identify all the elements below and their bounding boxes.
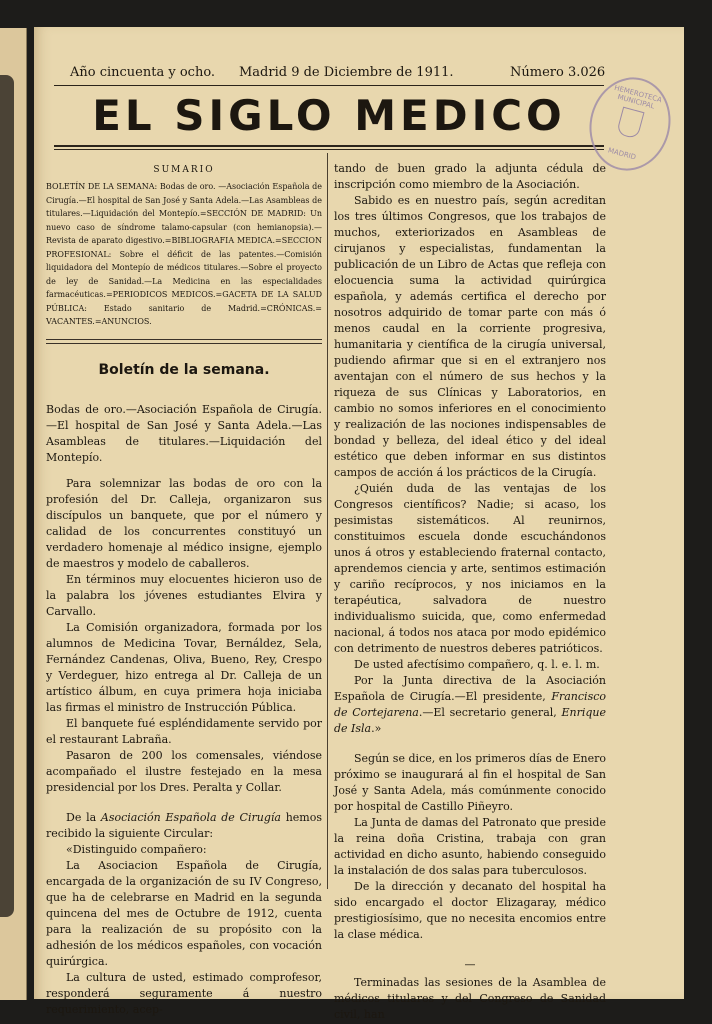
article-paragraph: En términos muy elocuentes hicieron uso de la palabra los jóvenes estudiantes Elvira y Carvallo.	[46, 572, 322, 618]
issue-year: Año cincuenta y ocho.	[70, 65, 216, 80]
text-run: Por la Junta directiva de la Asociación Española de Cirugía.—El presidente,	[334, 674, 606, 703]
president-name: Francisco de Cortejarena	[334, 690, 606, 719]
article-paragraph: La Asociacion Española de Cirugía, encargada de la organización de su IV Congreso, que ha de celebrarse en Madrid en la segunda quincena del mes de Octubre de 1912, cuenta para la realización de su propósito con la adhesión de los médicos españoles, con vocación quirúrgica.	[46, 858, 322, 968]
secretary-name: Enrique de Isla	[334, 706, 606, 735]
stamp-bottom-text: MADRID	[607, 146, 637, 162]
article-paragraph: El banquete fué espléndidamente servido por el restaurant Labraña.	[46, 716, 322, 746]
summary-heading: SUMARIO	[153, 165, 215, 175]
text-run: .—El secretario general,	[418, 706, 562, 719]
article-paragraph: La cultura de usted, estimado comprofesor, responderá seguramente á nuestro requerimiento, acep-	[46, 970, 322, 1016]
paragraph-gap	[334, 737, 606, 751]
issue-date: Madrid 9 de Diciembre de 1911.	[239, 65, 454, 80]
summary-text: BOLETÍN DE LA SEMANA: Bodas de oro. —Asociación Española de Cirugía.—El hospital de San José y Santa Adela.—Las Asambleas de titulares.—Liquidación del Montepío.=SECCIÓN DE MADRID: Un nuevo caso de síndrome talamo-capsular (con hemianopsia).—Revista de aparato digestivo.=BIBLIOGRAFIA MEDICA.=SECCION PROFESIONAL: Sobre el déficit de las patentes.—Comisión liquidadora del Montepío de médicos titulares.—Sobre el proyecto de ley de Sanidad.—La Medicina en las especialidades farmacéuticas.=PERIODICOS MEDICOS.=GACETA DE LA SALUD PÚBLICA: Estado sanitario de Madrid.=CRÓNICAS.= VACANTES.=ANUNCIOS.	[46, 182, 322, 326]
paragraph-gap	[46, 796, 322, 810]
text-run: hemos recibido la siguiente Circular:	[46, 810, 322, 840]
section-heading: Boletín de la semana.	[98, 361, 270, 378]
association-name: Asociación Española de Cirugía	[100, 810, 281, 824]
header-rule	[54, 85, 604, 86]
article-paragraph: Para solemnizar las bodas de oro con la profesión del Dr. Calleja, organizaron sus discípulos un banquete, que por el número y calidad de los concurrentes constituyó un verdadero homenaje al médico insigne, ejemplo de maestros y modelo de caballeros.	[46, 476, 322, 570]
letter-salutation: «Distinguido compañero:	[66, 842, 207, 856]
article-paragraph: ¿Quién duda de las ventajas de los Congresos científicos? Nadie; si acaso, los pesimistas sistemáticos. Al reunirnos, constituimos escuela donde escuchándonos unos á otros y estableciendo fraternal contacto, aprendemos ciencia y arte, sentimos estimación y cariño recíprocos, y nos iniciamos en la terapéutica, salvadora de nuestro individualismo suicida, que, como enfermedad nacional, á todos nos ataca por modo epidémico con detrimento de nuestros deberes patrióticos.	[334, 482, 606, 655]
letter-closing: De usted afectísimo compañero, q. l. e. l. m.	[354, 658, 600, 671]
masthead-rule-thick	[54, 145, 604, 147]
article-paragraph: Terminadas las sesiones de la Asamblea de médicos titulares y del Congreso de Sanidad civil, han	[334, 976, 606, 1021]
text-run: .»	[371, 722, 382, 735]
shield-icon	[616, 107, 644, 140]
section-dash: —	[464, 958, 476, 971]
right-column	[334, 161, 606, 1023]
article-paragraph: Según se dice, en los primeros días de Enero próximo se inaugurará al fin el hospital de San José y Santa Adela, más comúnmente conocido por hospital de Castillo Piñeyro.	[334, 752, 606, 813]
article-paragraph: La Comisión organizadora, formada por los alumnos de Medicina Tovar, Bernáldez, Sela, Fernández Candenas, Oliva, Bueno, Rey, Crespo y Verdeguer, hizo entrega al Dr. Calleja de un artístico álbum, en cuya primera hoja iniciaba las firmas el ministro de Instrucción Pública.	[46, 620, 322, 714]
stamp-top-text: HEMEROTECA MUNICIPAL	[613, 83, 663, 111]
previous-page-binding	[0, 75, 14, 917]
letter-signature	[334, 673, 606, 737]
column-divider	[327, 153, 328, 889]
article-paragraph: Pasaron de 200 los comensales, viéndose acompañado el ilustre festejado en la mesa presidencial por los Dres. Peralta y Collar.	[46, 748, 322, 794]
article-paragraph	[46, 810, 322, 842]
summary-rule-thin	[46, 343, 322, 344]
left-column	[46, 161, 322, 1018]
article-paragraph: tando de buen grado la adjunta cédula de inscripción como miembro de la Asociación.	[334, 162, 606, 191]
section-intro: Bodas de oro.—Asociación Española de Cirugía.—El hospital de San José y Santa Adela.—Las Asambleas de titulares.—Liquidación del Montepío.	[46, 402, 322, 464]
masthead-rule-thin	[54, 149, 604, 150]
article-paragraph: La Junta de damas del Patronato que preside la reina doña Cristina, trabaja con gran actividad en dicho asunto, habiendo conseguido la instalación de dos salas para tuberculosos.	[334, 816, 606, 877]
issue-number: Número 3.026	[510, 65, 606, 80]
masthead-title: EL SIGLO MEDICO	[92, 91, 566, 140]
text-run: De la	[66, 810, 101, 824]
article-paragraph: Sabido es en nuestro país, según acreditan los tres últimos Congresos, que los trabajos de muchos, exteriorizados en Asambleas de cirujanos y especialistas, fundamentan la publicación de un Libro de Actas que refleja con elocuencia suma la actividad quirúrgica española, y además certifica el derecho por nosotros adquirido de tomar parte con más ó menos caudal en la corriente progresiva, humanitaria y científica de la cirugía universal, pudiendo afirmar que si en el extranjero nos aventajan con el número de sus hechos y la riqueza de sus Clínicas y Laboratorios, en cambio no somos inferiores en el conocimiento y realización de las nociones indispensables de bondad y belleza, del ideal ético y del ideal estético que deben informar en sus distintos campos de acción á los prácticos de la Cirugía.	[334, 194, 606, 479]
article-paragraph: De la dirección y decanato del hospital ha sido encargado el doctor Elizagaray, médico prestigiosísimo, que no necesita encomios entre la clase médica.	[334, 880, 606, 941]
newspaper-page	[34, 27, 684, 1021]
summary-rule	[46, 339, 322, 340]
